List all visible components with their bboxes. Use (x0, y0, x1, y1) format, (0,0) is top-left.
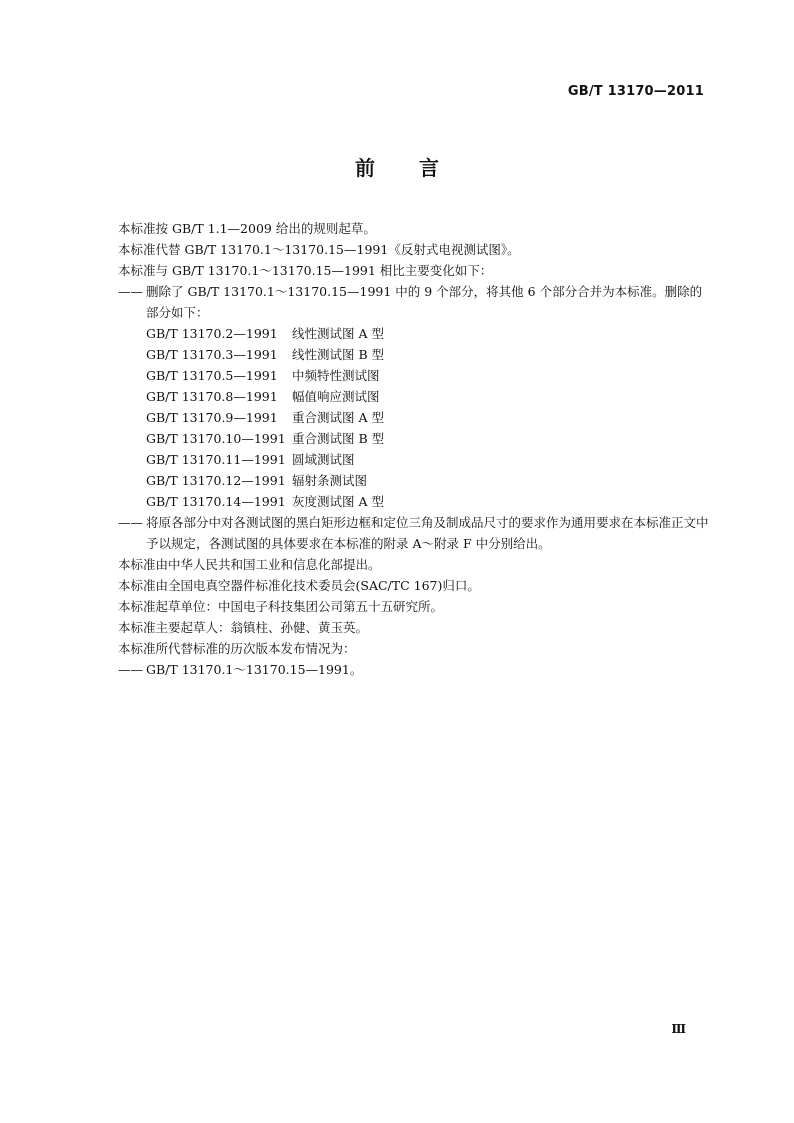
standard-code: GB/T 13170—2011 (567, 84, 704, 99)
list-item (118, 323, 710, 344)
part-code: GB/T 13170.10—1991 (146, 431, 286, 446)
part-code: GB/T 13170.11—1991 (146, 452, 286, 467)
list-item (118, 470, 710, 491)
dash-mark: —— (118, 284, 143, 299)
part-name: 辐射条测试图 (292, 473, 368, 488)
paragraph-proposed-by: 本标准由中华人民共和国工业和信息化部提出。 (118, 557, 381, 572)
part-name: 线性测试图 B 型 (292, 347, 385, 362)
list-item (118, 407, 710, 428)
change-item-text: 删除了 GB/T 13170.1～13170.15—1991 中的 9 个部分，将其他 6 个部分合并为本标准。删除的部分如下： (146, 284, 703, 320)
list-item (118, 449, 710, 470)
page-title: 前言 (355, 156, 483, 180)
previous-edition-item (118, 659, 710, 680)
part-code: GB/T 13170.9—1991 (146, 410, 278, 425)
dash-mark: —— (118, 662, 143, 677)
dash-mark: —— (118, 515, 143, 530)
part-name: 灰度测试图 A 型 (292, 494, 384, 509)
list-item (118, 428, 710, 449)
paragraph-drafting-unit: 本标准起草单位：中国电子科技集团公司第五十五研究所。 (118, 599, 444, 614)
deleted-parts-list (118, 323, 710, 512)
change-item-deleted-parts (118, 281, 710, 323)
list-item (118, 386, 710, 407)
part-name: 线性测试图 A 型 (292, 326, 384, 341)
part-name: 重合测试图 A 型 (292, 410, 384, 425)
paragraph-main-drafters: 本标准主要起草人：翁镇柱、孙健、黄玉英。 (118, 620, 369, 635)
change-item-text: 将原各部分中对各测试图的黑白矩形边框和定位三角及制成品尺寸的要求作为通用要求在本标准正文中予以规定，各测试图的具体要求在本标准的附录 A～附录 F 中分别给出。 (146, 515, 709, 551)
paragraph-main-changes: 本标准与 GB/T 13170.1～13170.15—1991 相比主要变化如下： (118, 263, 493, 278)
paragraph-under-jurisdiction: 本标准由全国电真空器件标准化技术委员会(SAC/TC 167)归口。 (118, 578, 480, 593)
paragraph-drafting-rules: 本标准按 GB/T 1.1—2009 给出的规则起草。 (118, 221, 376, 236)
foreword-body (118, 218, 710, 680)
list-item (118, 491, 710, 512)
page-number: Ⅲ (671, 1022, 686, 1036)
part-name: 重合测试图 B 型 (292, 431, 385, 446)
part-code: GB/T 13170.8—1991 (146, 389, 278, 404)
list-item (118, 344, 710, 365)
part-code: GB/T 13170.14—1991 (146, 494, 286, 509)
part-name: 幅值响应测试图 (292, 389, 380, 404)
part-name: 圆域测试图 (292, 452, 355, 467)
paragraph-replaces: 本标准代替 GB/T 13170.1～13170.15—1991《反射式电视测试图》。 (118, 242, 520, 257)
part-code: GB/T 13170.2—1991 (146, 326, 278, 341)
paragraph-previous-editions: 本标准所代替标准的历次版本发布情况为： (118, 641, 356, 656)
change-item-general-requirements (118, 512, 710, 554)
part-code: GB/T 13170.12—1991 (146, 473, 286, 488)
previous-edition-text: GB/T 13170.1～13170.15—1991。 (146, 662, 363, 677)
list-item (118, 365, 710, 386)
part-code: GB/T 13170.5—1991 (146, 368, 278, 383)
part-code: GB/T 13170.3—1991 (146, 347, 278, 362)
part-name: 中频特性测试图 (292, 368, 380, 383)
